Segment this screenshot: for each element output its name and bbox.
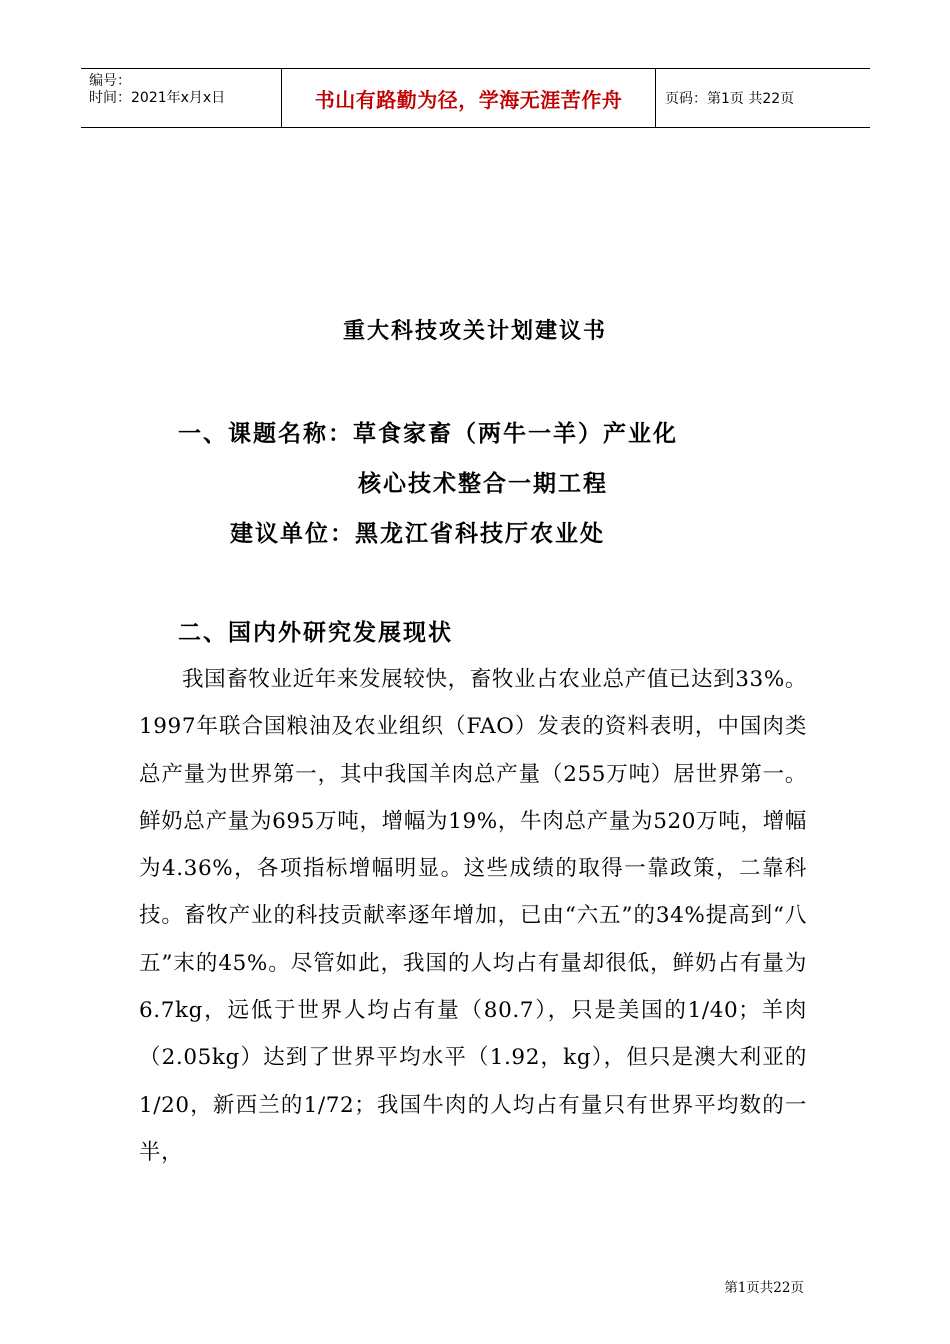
page-header bbox=[81, 68, 870, 128]
section2-body bbox=[139, 656, 807, 1176]
page-footer: 第1页共22页 bbox=[724, 1280, 804, 1296]
header-meta-cell bbox=[81, 69, 282, 127]
section1-heading-continued: 核心技术整合一期工程 bbox=[358, 470, 608, 497]
section1-heading: 一、课题名称：草食家畜（两牛一羊）产业化 bbox=[178, 420, 678, 447]
header-motto-cell bbox=[282, 69, 656, 127]
motto-text: 书山有路勤为径，学海无涯苦作舟 bbox=[314, 87, 623, 112]
proposer-unit: 建议单位：黑龙江省科技厅农业处 bbox=[230, 520, 605, 547]
number-label: 编号： bbox=[89, 73, 131, 89]
header-page-cell bbox=[656, 69, 870, 127]
time-label: 时间：2021年x月x日 bbox=[89, 90, 226, 106]
document-title: 重大科技攻关计划建议书 bbox=[342, 318, 607, 344]
section2-heading: 二、国内外研究发展现状 bbox=[178, 619, 453, 646]
page-info: 页码：第1页 共22页 bbox=[665, 91, 795, 107]
section2-paragraph: 我国畜牧业近年来发展较快，畜牧业占农业总产值已达到33%。1997年联合国粮油及农业组织（FAO）发表的资料表明，中国肉类总产量为世界第一，其中我国羊肉总产量（255万吨）居世界第一。鲜奶总产量为695万吨，增幅为19%，牛肉总产量为520万吨，增幅为4.36%，各项指标增幅明显。这些成绩的取得一靠政策，二靠科技。畜牧产业的科技贡献率逐年增加，已由“六五”的34%提高到“八五”末的45%。尽管如此，我国的人均占有量却很低，鲜奶占有量为6.7kg，远低于世界人均占有量（80.7），只是美国的1/40；羊肉（2.05kg）达到了世界平均水平（1.92，kg），但只是澳大利亚的1/20，新西兰的1/72；我国牛肉的人均占有量只有世界平均数的一半， bbox=[139, 667, 807, 1165]
